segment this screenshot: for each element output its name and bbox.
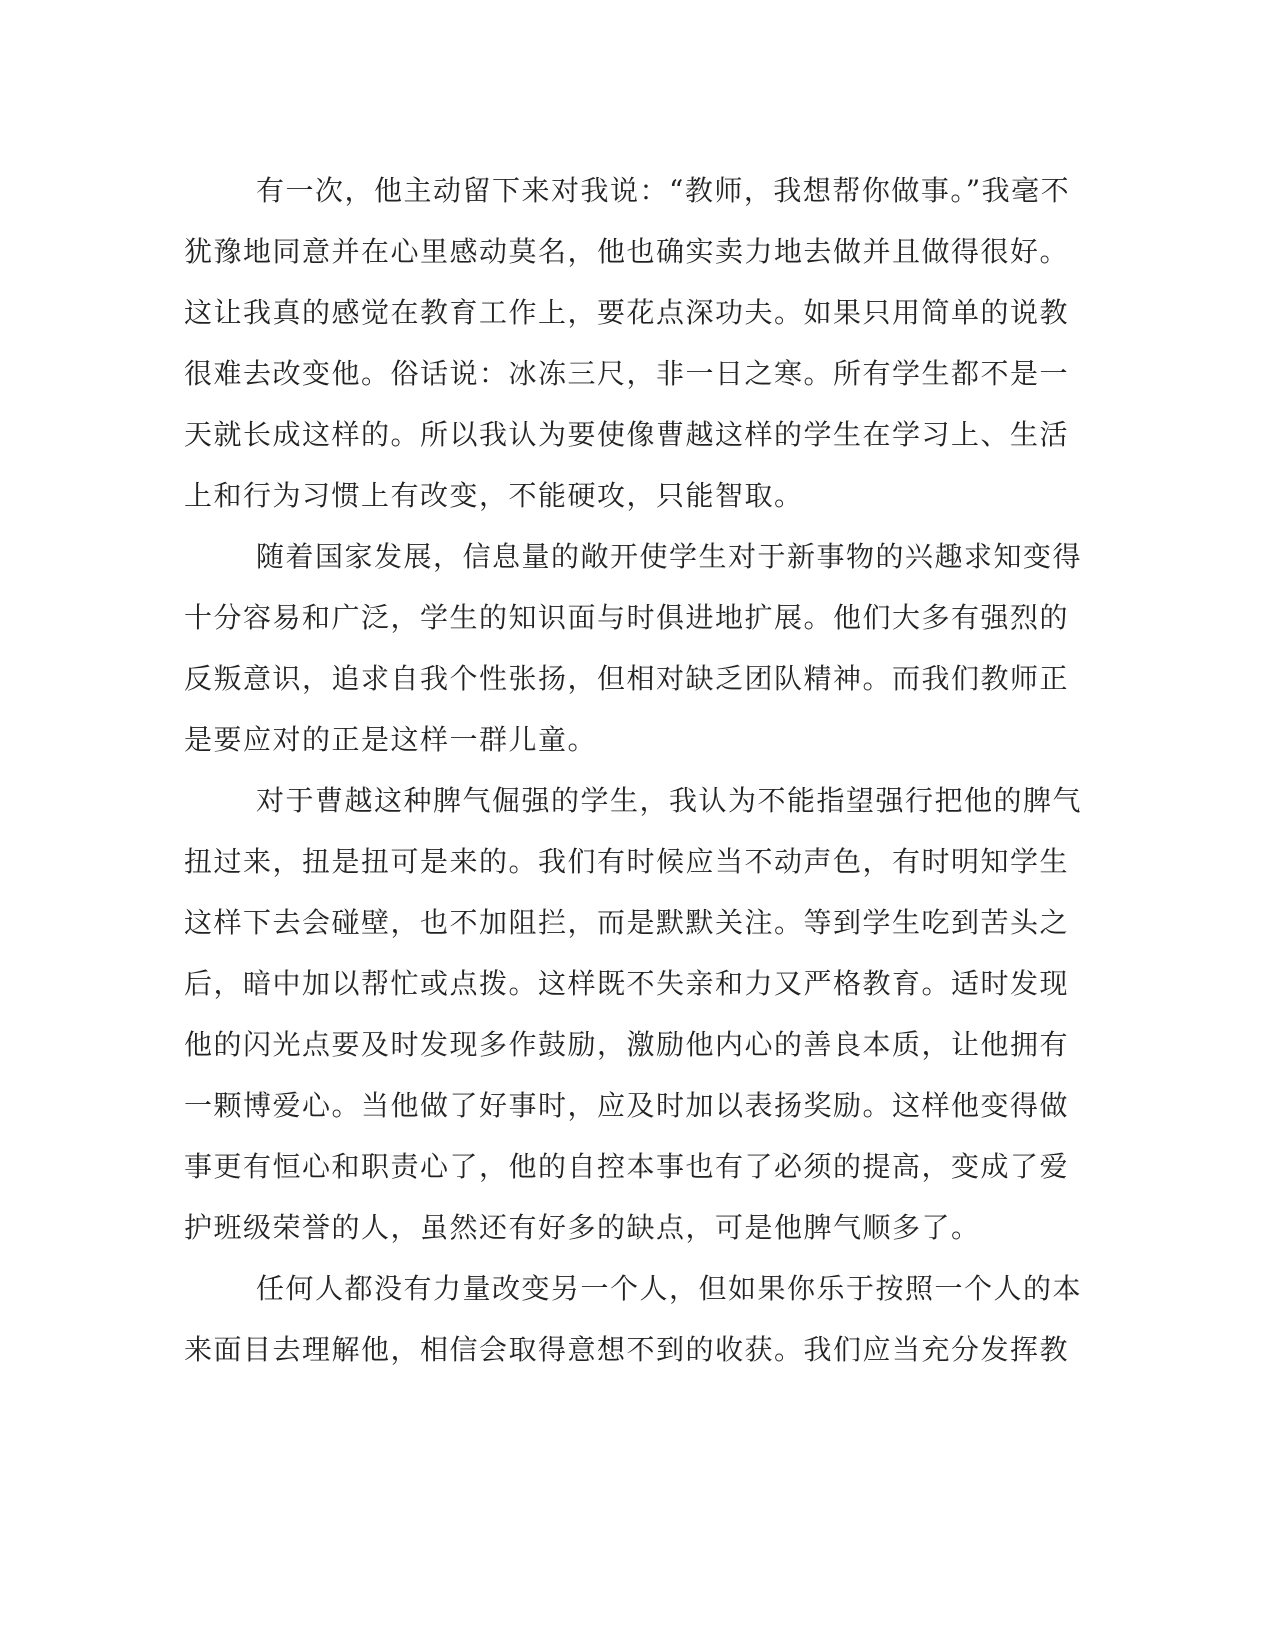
paragraph-3-line-7: 事更有恒心和职责心了，他的自控本事也有了必须的提高，变成了爱: [184, 1150, 1070, 1183]
paragraph-4-line-1: 任何人都没有力量改变另一个人，但如果你乐于按照一个人的本: [256, 1272, 1083, 1305]
paragraph-4-line-2: 来面目去理解他，相信会取得意想不到的收获。我们应当充分发挥教: [184, 1333, 1070, 1366]
paragraph-3-line-4: 后，暗中加以帮忙或点拨。这样既不失亲和力又严格教育。适时发现: [184, 967, 1070, 1000]
paragraph-1-line-1: 有一次，他主动留下来对我说：“教师，我想帮你做事。”我毫不: [256, 174, 1071, 207]
paragraph-3-line-6: 一颗博爱心。当他做了好事时，应及时加以表扬奖励。这样他变得做: [184, 1089, 1070, 1122]
paragraph-1-line-2: 犹豫地同意并在心里感动莫名，他也确实卖力地去做并且做得很好。: [184, 235, 1070, 268]
paragraph-3-line-2: 扭过来，扭是扭可是来的。我们有时候应当不动声色，有时明知学生: [184, 845, 1070, 878]
paragraph-3-line-1: 对于曹越这种脾气倔强的学生，我认为不能指望强行把他的脾气: [256, 784, 1083, 817]
paragraph-1-line-6: 上和行为习惯上有改变，不能硬攻，只能智取。: [184, 479, 804, 512]
paragraph-1-line-4: 很难去改变他。俗话说：冰冻三尺，非一日之寒。所有学生都不是一: [184, 357, 1070, 390]
paragraph-3-line-3: 这样下去会碰壁，也不加阻拦，而是默默关注。等到学生吃到苦头之: [184, 906, 1070, 939]
paragraph-3-line-8: 护班级荣誉的人，虽然还有好多的缺点，可是他脾气顺多了。: [184, 1211, 981, 1244]
paragraph-2-line-1: 随着国家发展，信息量的敞开使学生对于新事物的兴趣求知变得: [256, 540, 1083, 573]
paragraph-2-line-4: 是要应对的正是这样一群儿童。: [184, 723, 598, 756]
paragraph-1-line-3: 这让我真的感觉在教育工作上，要花点深功夫。如果只用简单的说教: [184, 296, 1070, 329]
paragraph-3-line-5: 他的闪光点要及时发现多作鼓励，激励他内心的善良本质，让他拥有: [184, 1028, 1070, 1061]
paragraph-2-line-3: 反叛意识，追求自我个性张扬，但相对缺乏团队精神。而我们教师正: [184, 662, 1070, 695]
paragraph-2-line-2: 十分容易和广泛，学生的知识面与时俱进地扩展。他们大多有强烈的: [184, 601, 1070, 634]
paragraph-1-line-5: 天就长成这样的。所以我认为要使像曹越这样的学生在学习上、生活: [184, 418, 1070, 451]
document-body: [184, 160, 1083, 1380]
